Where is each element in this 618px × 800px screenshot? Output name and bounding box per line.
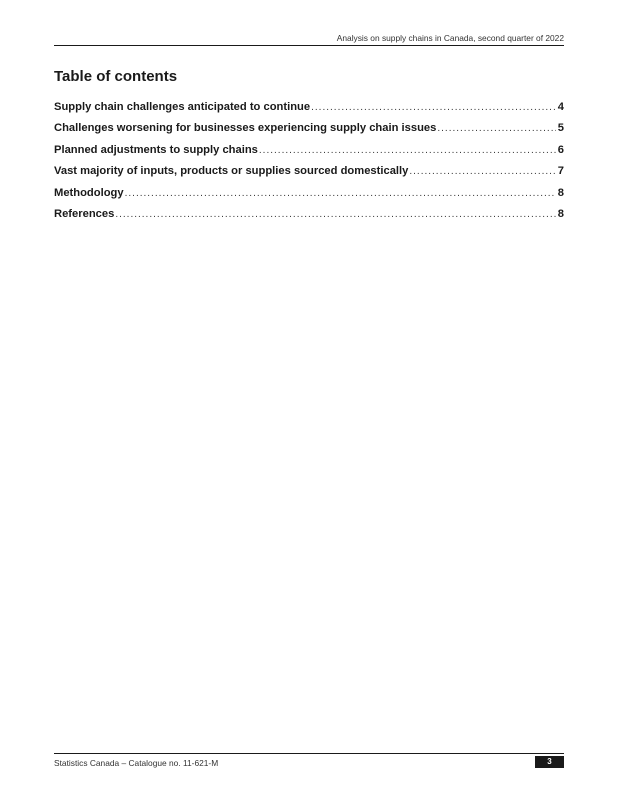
toc-entry-planned-adjustments[interactable] xyxy=(54,143,564,164)
toc-entry-page: 4 xyxy=(557,101,564,113)
toc-title: Table of contents xyxy=(54,68,178,85)
toc-leader-dots xyxy=(437,122,555,136)
toc-entry-label: Planned adjustments to supply chains xyxy=(54,143,258,156)
toc-entry-supply-chain-challenges[interactable] xyxy=(54,100,564,121)
toc-leader-dots xyxy=(311,101,556,115)
toc-entry-page: 7 xyxy=(557,165,564,178)
toc-entry-label: Vast majority of inputs, products or supplies sourced domestically xyxy=(54,165,409,178)
toc-list xyxy=(54,100,564,228)
toc-entry-label: Challenges worsening for businesses experiencing supply chain issues xyxy=(54,122,437,135)
header-divider xyxy=(54,45,564,46)
toc-entry-page: 6 xyxy=(557,143,564,156)
toc-entry-label: References xyxy=(54,207,115,220)
toc-entry-references[interactable] xyxy=(54,207,564,228)
toc-entry-methodology[interactable] xyxy=(54,186,564,207)
toc-leader-dots xyxy=(259,144,556,158)
toc-entry-page: 8 xyxy=(557,207,564,220)
footer-divider xyxy=(54,753,564,754)
footer-source: Statistics Canada – Catalogue no. 11-621-M xyxy=(54,758,219,768)
toc-entry-sourced-domestically[interactable] xyxy=(54,164,564,185)
toc-entry-label: Methodology xyxy=(54,186,124,199)
toc-leader-dots xyxy=(409,165,555,179)
toc-leader-dots xyxy=(125,187,556,201)
toc-entry-label: Supply chain challenges anticipated to continue xyxy=(54,101,311,113)
running-header: Analysis on supply chains in Canada, second quarter of 2022 xyxy=(336,33,564,43)
toc-entry-page: 5 xyxy=(557,122,564,135)
toc-leader-dots xyxy=(115,208,555,222)
toc-entry-page: 8 xyxy=(557,186,564,199)
page-number-badge: 3 xyxy=(535,756,564,768)
toc-entry-challenges-worsening[interactable] xyxy=(54,121,564,142)
